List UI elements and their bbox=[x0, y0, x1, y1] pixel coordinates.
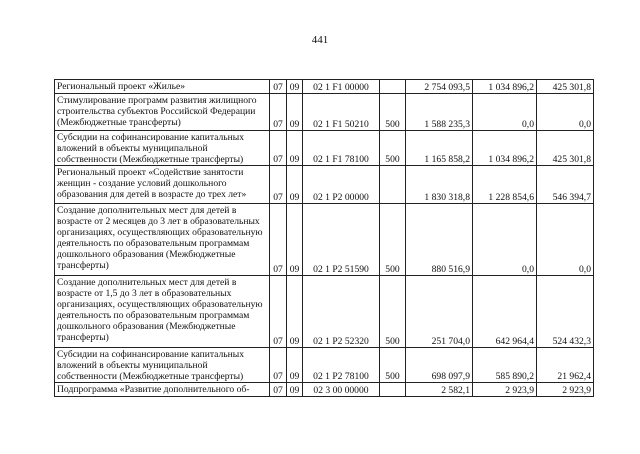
subsection-code: 09 bbox=[287, 348, 303, 383]
subsection-code: 09 bbox=[287, 276, 303, 348]
table-row bbox=[55, 348, 594, 383]
table-row bbox=[55, 383, 594, 397]
amount-year-2: 2 923,9 bbox=[473, 383, 537, 397]
row-name: Создание дополнительных мест для детей в возрасте от 2 месяцев до 3 лет в образовательных организациях, осуществляющих образовательную деятельность по образовательным программам дошкольного образования (Межбюджетные трансферты) bbox=[55, 204, 270, 276]
section-code: 07 bbox=[270, 383, 287, 397]
subsection-code: 09 bbox=[287, 94, 303, 131]
target-article-code: 02 1 F1 50210 bbox=[303, 94, 380, 131]
subsection-code: 09 bbox=[287, 131, 303, 166]
amount-year-2: 642 964,4 bbox=[473, 276, 537, 348]
amount-year-3: 2 923,9 bbox=[537, 383, 594, 397]
amount-year-1: 1 165 858,2 bbox=[406, 131, 473, 166]
expense-type-code: 500 bbox=[380, 94, 406, 131]
expense-type-code: 500 bbox=[380, 276, 406, 348]
section-code: 07 bbox=[270, 131, 287, 166]
amount-year-1: 251 704,0 bbox=[406, 276, 473, 348]
amount-year-3: 546 394,7 bbox=[537, 166, 594, 204]
amount-year-2: 585 890,2 bbox=[473, 348, 537, 383]
section-code: 07 bbox=[270, 348, 287, 383]
section-code: 07 bbox=[270, 276, 287, 348]
target-article-code: 02 1 F1 78100 bbox=[303, 131, 380, 166]
amount-year-1: 2 582,1 bbox=[406, 383, 473, 397]
budget-table bbox=[54, 79, 594, 397]
amount-year-3: 524 432,3 bbox=[537, 276, 594, 348]
amount-year-1: 2 754 093,5 bbox=[406, 80, 473, 94]
expense-type-code: 500 bbox=[380, 204, 406, 276]
row-name: Субсидии на софинансирование капитальных вложений в объекты муниципальной собственности (Межбюджетные трансферты) bbox=[55, 131, 270, 166]
target-article-code: 02 1 F1 00000 bbox=[303, 80, 380, 94]
target-article-code: 02 1 P2 00000 bbox=[303, 166, 380, 204]
section-code: 07 bbox=[270, 80, 287, 94]
table-row bbox=[55, 131, 594, 166]
row-name: Региональный проект «Жилье» bbox=[55, 80, 270, 94]
table-row bbox=[55, 80, 594, 94]
table-row bbox=[55, 166, 594, 204]
expense-type-code: 500 bbox=[380, 348, 406, 383]
amount-year-3: 425 301,8 bbox=[537, 80, 594, 94]
amount-year-1: 698 097,9 bbox=[406, 348, 473, 383]
amount-year-2: 0,0 bbox=[473, 204, 537, 276]
section-code: 07 bbox=[270, 204, 287, 276]
section-code: 07 bbox=[270, 94, 287, 131]
table-row bbox=[55, 276, 594, 348]
table-row bbox=[55, 94, 594, 131]
row-name: Региональный проект «Содействие занятости женщин - создание условий дошкольного образования для детей в возрасте до трех лет» bbox=[55, 166, 270, 204]
amount-year-1: 1 588 235,3 bbox=[406, 94, 473, 131]
row-name: Стимулирование программ развития жилищного строительства субъектов Российской Федерации (Межбюджетные трансферты) bbox=[55, 94, 270, 131]
table-row bbox=[55, 204, 594, 276]
target-article-code: 02 1 P2 51590 bbox=[303, 204, 380, 276]
row-name: Создание дополнительных мест для детей в возрасте от 1,5 до 3 лет в образовательных организациях, осуществляющих образовательную деятельность по образовательным программам дошкольного образования (Межбюджетные трансферты) bbox=[55, 276, 270, 348]
amount-year-3: 0,0 bbox=[537, 204, 594, 276]
amount-year-2: 1 034 896,2 bbox=[473, 80, 537, 94]
row-name: Подпрограмма «Развитие дополнительного об- bbox=[55, 383, 270, 397]
expense-type-code bbox=[380, 383, 406, 397]
amount-year-3: 425 301,8 bbox=[537, 131, 594, 166]
amount-year-2: 1 228 854,6 bbox=[473, 166, 537, 204]
page-number: 441 bbox=[311, 34, 329, 46]
row-name: Субсидии на софинансирование капитальных вложений в объекты муниципальной собственности (Межбюджетные трансферты) bbox=[55, 348, 270, 383]
expense-type-code bbox=[380, 166, 406, 204]
amount-year-1: 1 830 318,8 bbox=[406, 166, 473, 204]
expense-type-code: 500 bbox=[380, 131, 406, 166]
amount-year-2: 0,0 bbox=[473, 94, 537, 131]
expense-type-code bbox=[380, 80, 406, 94]
subsection-code: 09 bbox=[287, 166, 303, 204]
target-article-code: 02 3 00 00000 bbox=[303, 383, 380, 397]
section-code: 07 bbox=[270, 166, 287, 204]
amount-year-2: 1 034 896,2 bbox=[473, 131, 537, 166]
target-article-code: 02 1 P2 52320 bbox=[303, 276, 380, 348]
amount-year-3: 21 962,4 bbox=[537, 348, 594, 383]
subsection-code: 09 bbox=[287, 204, 303, 276]
amount-year-3: 0,0 bbox=[537, 94, 594, 131]
target-article-code: 02 1 P2 78100 bbox=[303, 348, 380, 383]
subsection-code: 09 bbox=[287, 383, 303, 397]
subsection-code: 09 bbox=[287, 80, 303, 94]
amount-year-1: 880 516,9 bbox=[406, 204, 473, 276]
